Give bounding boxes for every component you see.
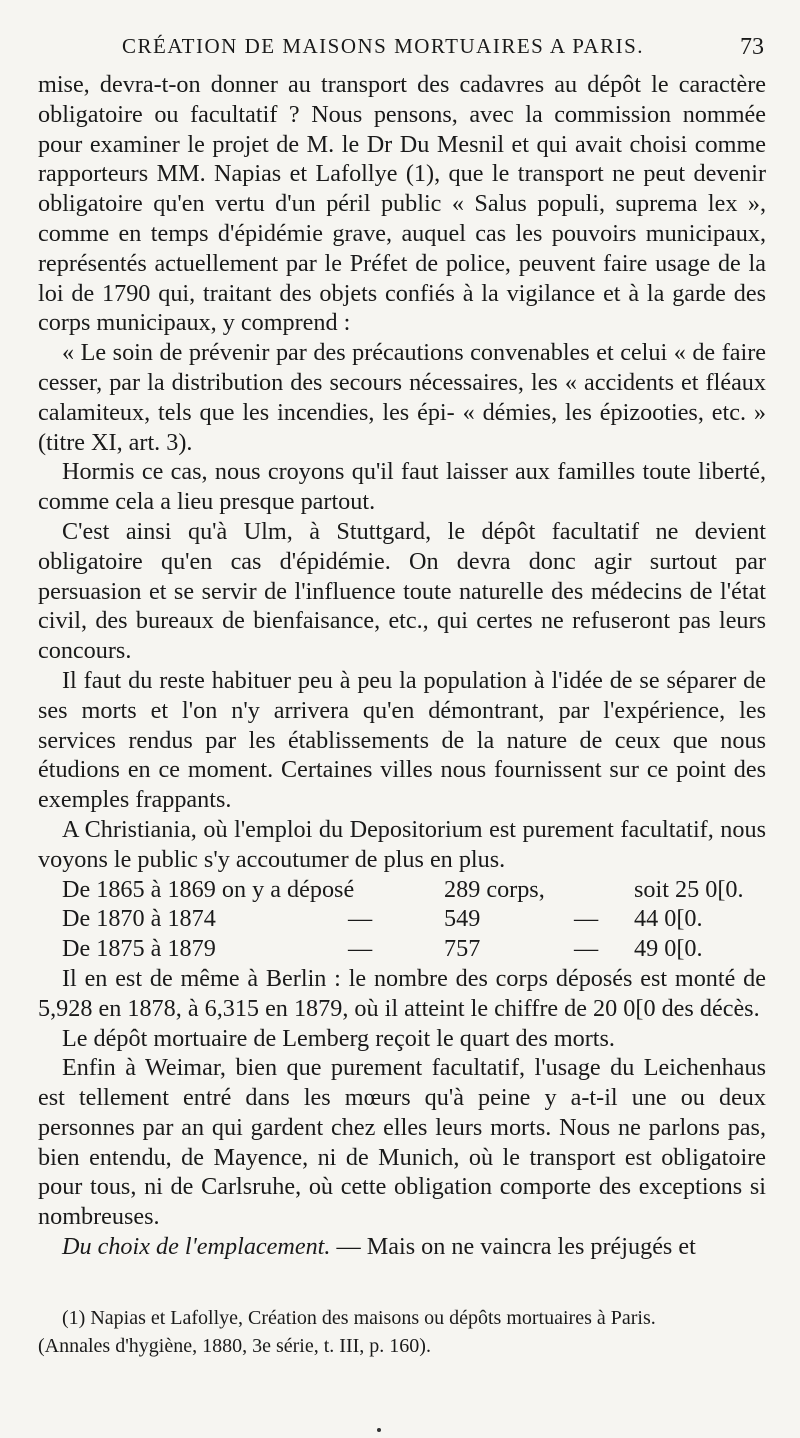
table-row <box>38 904 766 934</box>
paragraph: C'est ainsi qu'à Ulm, à Stuttgard, le dépôt facultatif ne devient obligatoire qu'en cas d'épidémie. On devra donc agir surtout par persuasion et se servir de l'influence toute naturelle des médecins de l'état civil, des bureaux de bienfaisance, etc., qui certes ne refuseront pas leurs concours. <box>38 517 766 665</box>
dash-cell: — <box>348 905 373 933</box>
footnotes <box>38 1304 766 1360</box>
dash-cell: — <box>574 935 599 963</box>
paragraph: Le dépôt mortuaire de Lemberg reçoit le quart des morts. <box>62 1024 615 1052</box>
print-mark <box>377 1428 381 1432</box>
paragraph: Il en est de même à Berlin : le nombre des corps déposés est monté de 5,928 en 1878, à 6,315 en 1879, où il atteint le chiffre de 20 0[0 des décès. <box>38 964 766 1022</box>
dash-cell <box>324 875 420 905</box>
paragraph-text: — Mais on ne vaincra les préjugés et <box>336 1233 696 1261</box>
page-number: 73 <box>740 34 764 60</box>
paragraph: mise, devra-t-on donner au transport des cadavres au dépôt le caractère obligatoire ou facultatif ? Nous pensons, avec la commission nommée pour examiner le projet de M. le Dr Du Mesnil et qui avait choisi comme rapporteurs MM. Napias et Lafollye (1), que le transport ne peut devenir obligatoire qu'en vertu d'un péril public « Salus populi, suprema lex », comme en temps d'épidémie grave, auquel cas les pouvoirs municipaux, représentés actuellement par le Préfet de police, peuvent faire usage de la loi de 1790 qui, traitant des objets confiés à la vigilance et à la garde des corps municipaux, y comprend : <box>38 71 766 337</box>
percent-cell: 44 0[0. <box>634 905 703 933</box>
period-cell: De 1875 à 1879 <box>62 935 216 963</box>
paragraph: Hormis ce cas, nous croyons qu'il faut laisser aux familles toute liberté, comme cela a lieu presque partout. <box>38 458 766 516</box>
dash-cell: — <box>574 905 599 933</box>
running-title: CRÉATION DE MAISONS MORTUAIRES A PARIS. <box>122 34 645 58</box>
paragraph: Enfin à Weimar, bien que purement facultatif, l'usage du Leichenhaus est tellement entré dans les mœurs qu'à peine y a-t-il une ou deux personnes par an qui gardent chez elles leurs morts. Nous ne parlons pas, bien entendu, de Mayence, ni de Munich, où le transport est obligatoire pour tous, ni de Carlsruhe, où cette obligation comporte des exceptions si nombreuses. <box>38 1054 766 1231</box>
paragraph: A Christiania, où l'emploi du Depositorium est purement facultatif, nous voyons le public s'y accoutumer de plus en plus. <box>38 815 766 873</box>
statistics-table <box>38 875 766 964</box>
footnote-line: (Annales d'hygiène, 1880, 3e série, t. III, p. 160). <box>38 1334 431 1357</box>
footnote-line: (1) Napias et Lafollye, Création des maisons ou dépôts mortuaires à Paris. <box>62 1306 656 1329</box>
body-text <box>38 70 766 1262</box>
dash-cell <box>550 875 610 905</box>
quotation: « Le soin de prévenir par des précautions convenables et celui « de faire cesser, par la distribution des secours nécessaires, les « accidents et fléaux calamiteux, tels que les incendies, les épi- « démies, les épizooties, etc. » (titre XI, art. 3). <box>38 339 766 456</box>
period-cell: De 1870 à 1874 <box>62 905 216 933</box>
percent-cell: 49 0[0. <box>634 935 703 963</box>
count-cell: 289 corps, <box>444 875 545 903</box>
table-row <box>38 934 766 964</box>
table-row <box>38 875 766 905</box>
section-heading: Du choix de l'emplacement. <box>62 1233 331 1261</box>
running-header <box>38 30 766 70</box>
percent-cell: soit 25 0[0. <box>634 875 744 903</box>
dash-cell: — <box>348 935 373 963</box>
count-cell: 549 <box>444 905 481 933</box>
paragraph <box>38 1232 766 1262</box>
paragraph: Il faut du reste habituer peu à peu la population à l'idée de se séparer de ses morts et l'on n'y arrivera qu'en démontrant, par l'expérience, les services rendus par les établissements de la nature de ceux que nous étudions en ce moment. Certaines villes nous fournissent sur ce point des exemples frappants. <box>38 666 766 814</box>
count-cell: 757 <box>444 935 481 963</box>
period-cell: De 1865 à 1869 on y a déposé <box>62 875 355 903</box>
